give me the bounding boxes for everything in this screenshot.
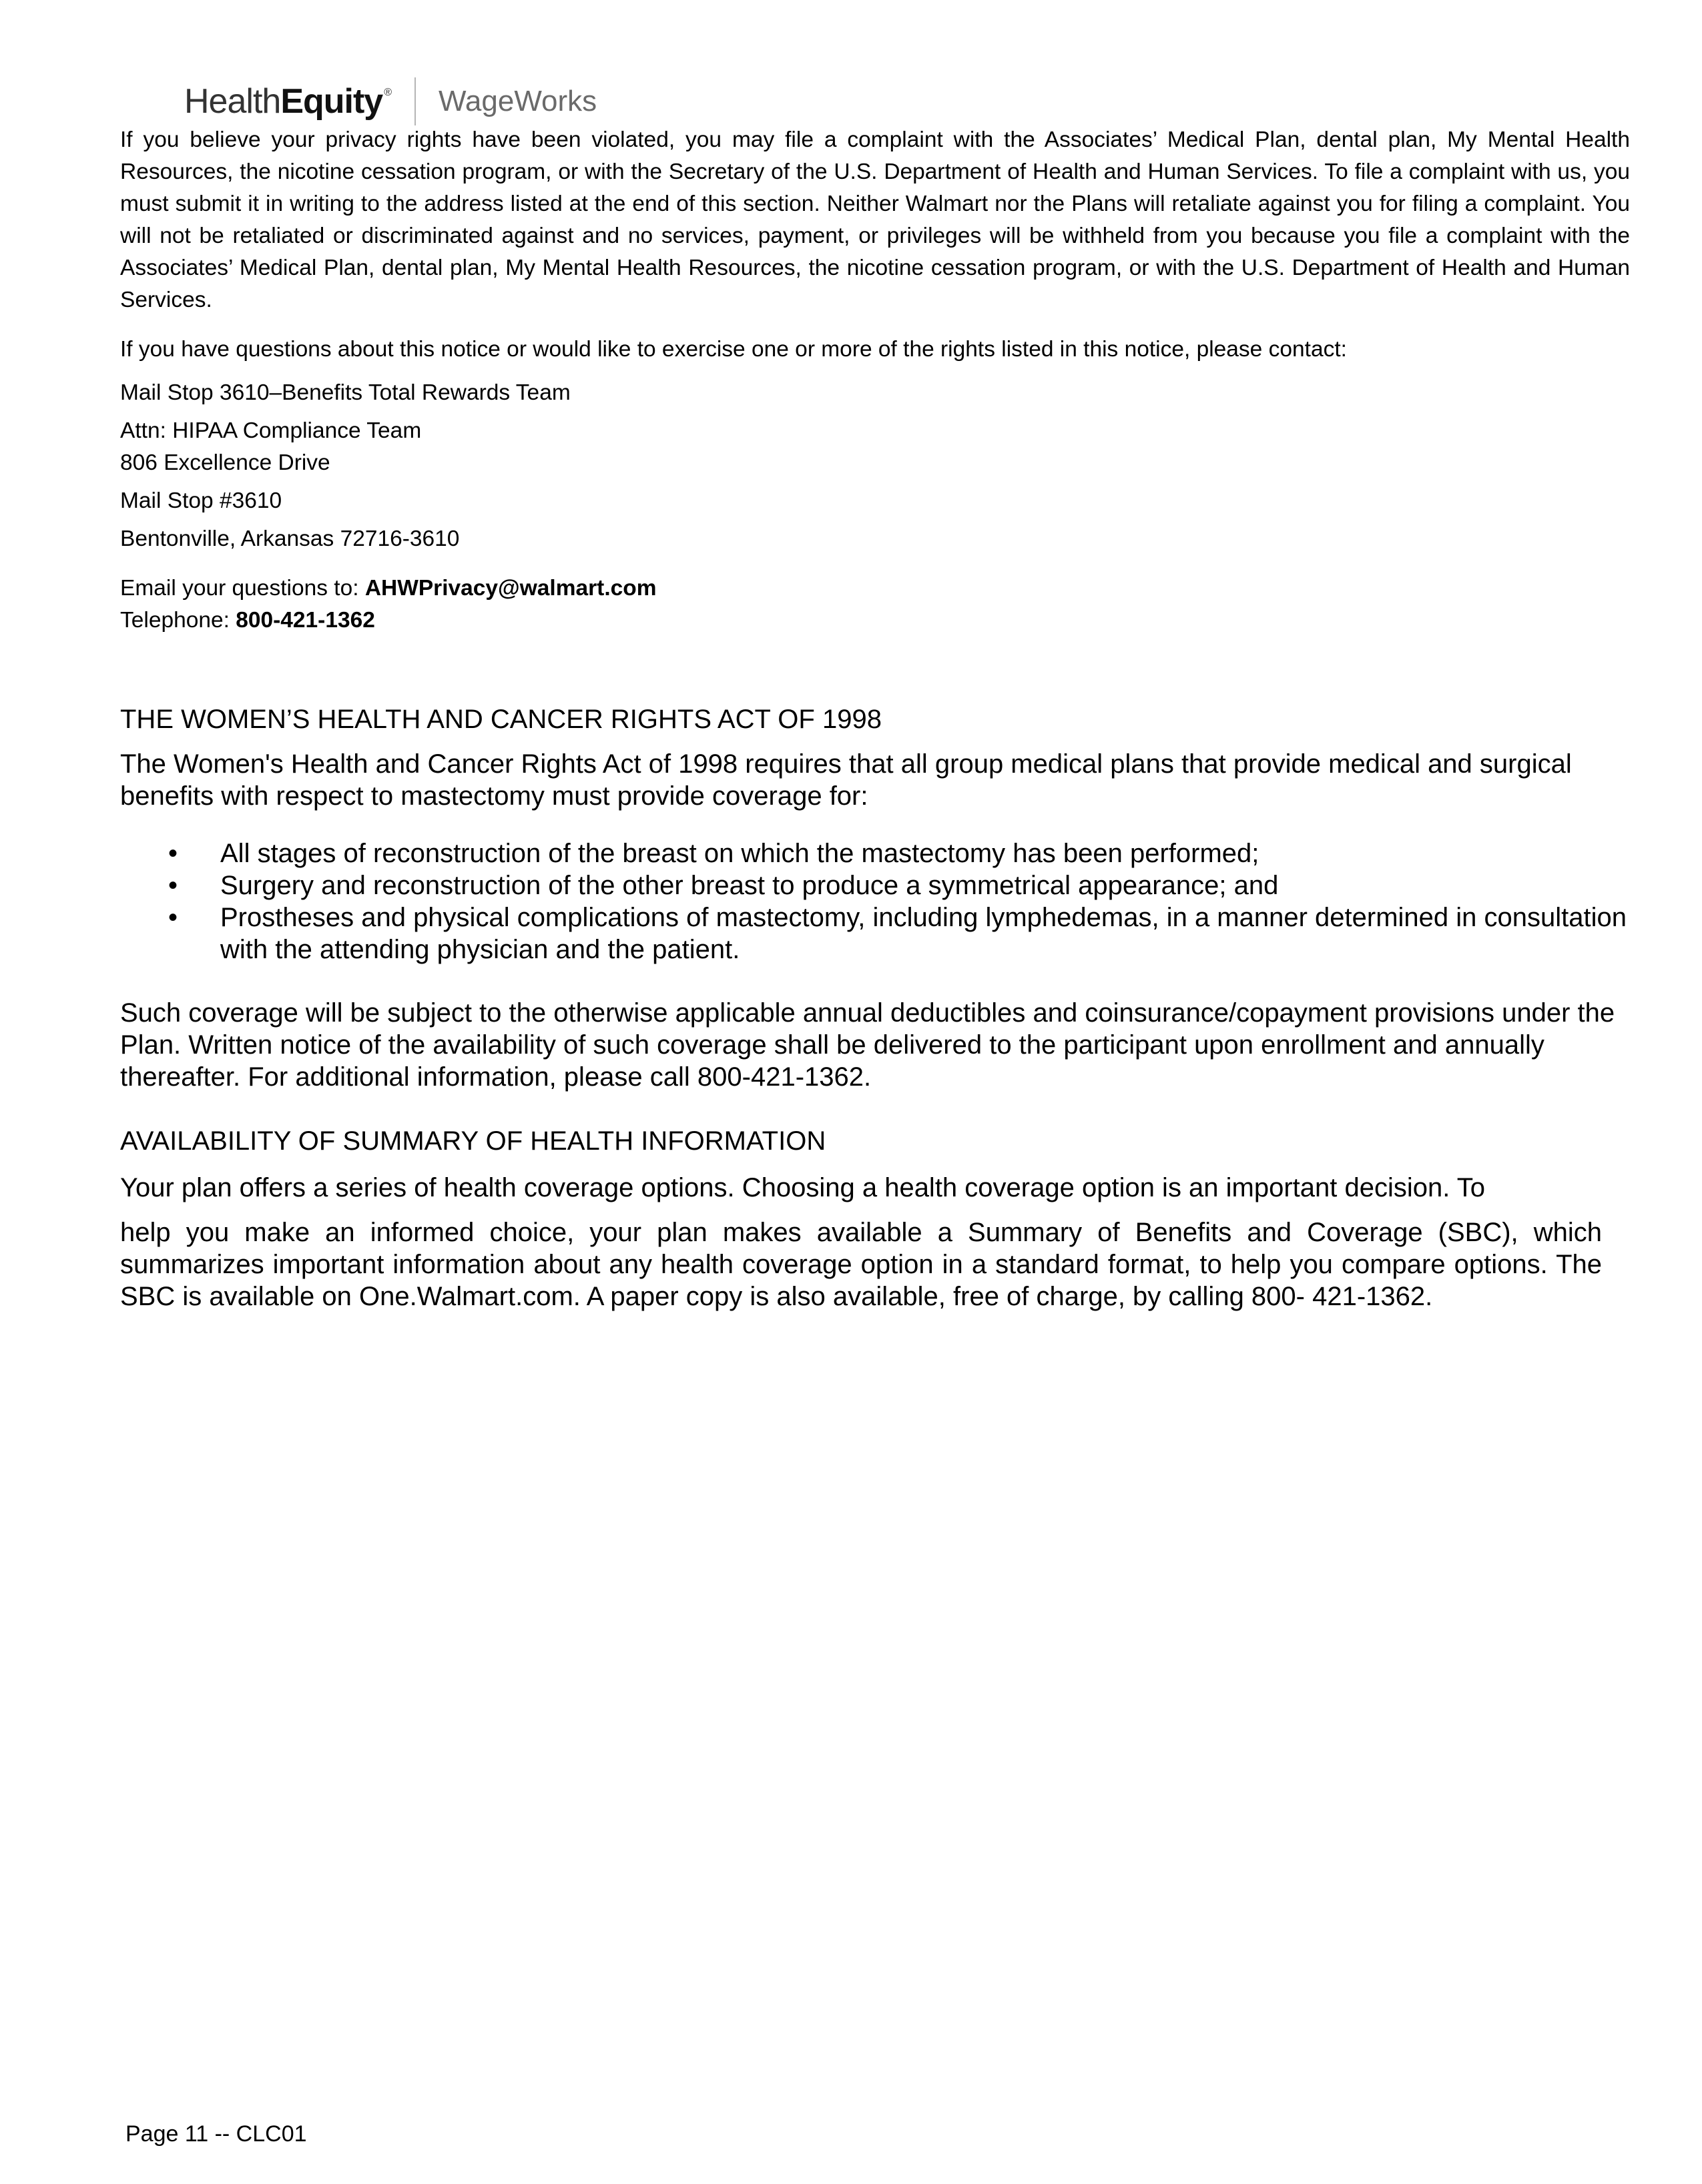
bullet-text: All stages of reconstruction of the breast on which the mastectomy has been performed;	[220, 839, 1259, 868]
bullet-icon: •	[168, 839, 178, 868]
whcra-closing: Such coverage will be subject to the otherwise applicable annual deductibles and coinsurance/copayment provisions under the Plan. Written notice of the availability of such coverage shall be delivered to the participant upon enrollment and annually thereafter. For additional information, please call 800-421-1362.	[120, 998, 1615, 1092]
complaint-paragraph: If you believe your privacy rights have been violated, you may file a complaint with the Associates’ Medical Plan, dental plan, My Mental Health Resources, the nicotine cessation program, or with the Secretary of the U.S. Department of Health and Human Services. To file a complaint with us, you must submit it in writing to the address listed at the end of this section. Neither Walmart nor the Plans will retaliate against you for filing a complaint. You will not be retaliated or discriminated against and no services, payment, or privileges will be withheld from you because you file a complaint with the Associates’ Medical Plan, dental plan, My Mental Health Resources, the nicotine cessation program, or with the U.S. Department of Health and Human Services.	[120, 127, 1630, 312]
list-item	[120, 869, 1630, 901]
sbc-para-2-block	[120, 1216, 1602, 1313]
contact-address	[120, 377, 1630, 561]
address-line-2: Attn: HIPAA Compliance Team	[120, 418, 422, 443]
whcra-intro: The Women's Health and Cancer Rights Act of 1998 requires that all group medical plans that provide medical and surgical benefits with respect to mastectomy must provide coverage for:	[120, 749, 1572, 811]
questions-paragraph: If you have questions about this notice or would like to exercise one or more of the rights listed in this notice, please contact:	[120, 337, 1347, 362]
bullet-icon: •	[168, 871, 178, 900]
page-number: Page 11 -- CLC01	[125, 2121, 307, 2147]
logo-divider	[414, 77, 416, 125]
logo-health-text: Health	[184, 82, 281, 121]
list-item	[120, 901, 1630, 966]
sbc-para-1-block	[120, 1172, 1630, 1204]
phone-number: 800-421-1362	[236, 608, 375, 633]
address-line-3: 806 Excellence Drive	[120, 450, 330, 475]
privacy-complaint-section	[120, 124, 1630, 316]
address-line-4: Mail Stop #3610	[120, 488, 282, 513]
sbc-heading: AVAILABILITY OF SUMMARY OF HEALTH INFORMATION	[120, 1126, 826, 1156]
list-item	[120, 837, 1630, 869]
phone-label: Telephone:	[120, 608, 236, 633]
page-footer	[125, 2121, 307, 2147]
whcra-section	[120, 703, 1630, 735]
healthequity-wageworks-logo	[184, 75, 597, 128]
phone-line	[120, 605, 1630, 637]
sbc-section	[120, 1125, 1630, 1157]
sbc-paragraph-2: help you make an informed choice, your plan makes available a Summary of Benefits and Coverage (SBC), which summarizes important information about any health coverage option in a standard format, to help you compare options. The SBC is available on One.Walmart.com. A paper copy is also available, free of charge, by calling 800- 421-1362.	[120, 1218, 1602, 1311]
email-label: Email your questions to:	[120, 576, 365, 601]
whcra-bullet-list-block	[120, 837, 1630, 966]
contact-details	[120, 573, 1630, 637]
email-line	[120, 573, 1630, 605]
logo-registered-mark: ®	[384, 87, 392, 98]
sbc-paragraph-1: Your plan offers a series of health coverage options. Choosing a health coverage option is an important decision. To	[120, 1173, 1486, 1202]
logo-wageworks-text: WageWorks	[439, 85, 597, 117]
bullet-text: Surgery and reconstruction of the other breast to produce a symmetrical appearance; and	[220, 871, 1279, 900]
bullet-icon: •	[168, 903, 178, 932]
logo-equity-text: Equity	[280, 82, 383, 121]
whcra-closing-block	[120, 997, 1630, 1093]
whcra-intro-block	[120, 748, 1630, 812]
address-line-1: Mail Stop 3610–Benefits Total Rewards Team	[120, 380, 571, 405]
address-line-5: Bentonville, Arkansas 72716-3610	[120, 526, 460, 551]
bullet-text: Prostheses and physical complications of mastectomy, including lymphedemas, in a manner determined in consultation with the attending physician and the patient.	[220, 903, 1627, 964]
email-address: AHWPrivacy@walmart.com	[364, 576, 657, 601]
questions-section	[120, 334, 1630, 366]
whcra-heading: THE WOMEN’S HEALTH AND CANCER RIGHTS ACT OF 1998	[120, 705, 882, 734]
whcra-bullet-list	[120, 837, 1630, 966]
